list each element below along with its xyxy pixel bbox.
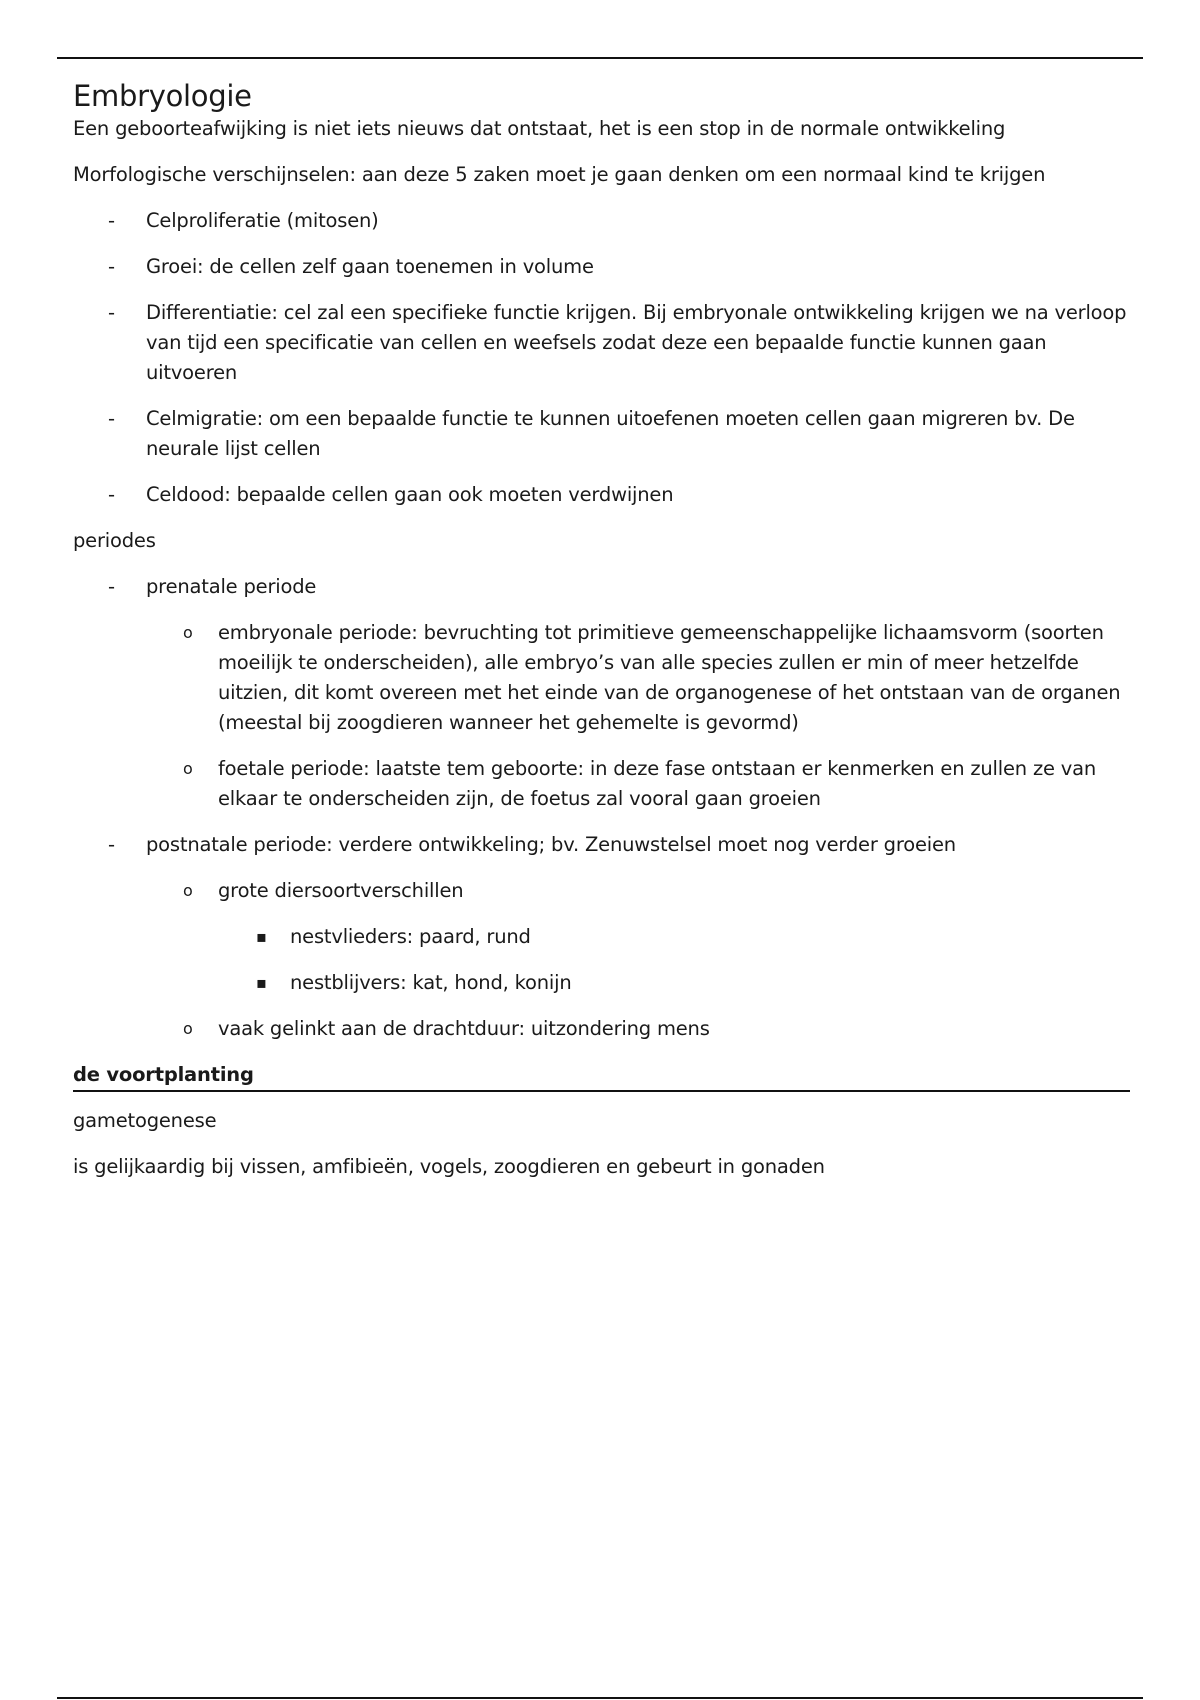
list-item-text: Celmigratie: om een bepaalde functie te kunnen uitoefenen moeten cellen gaan migreren bv. De neurale lijst cellen bbox=[146, 407, 1075, 460]
morph-intro-paragraph: Morfologische verschijnselen: aan deze 5 zaken moet je gaan denken om een normaal kind te krijgen bbox=[73, 163, 1046, 186]
list-item-text: vaak gelinkt aan de drachtduur: uitzondering mens bbox=[218, 1017, 710, 1040]
prenatal-label: prenatale periode bbox=[146, 575, 317, 598]
periods-label: periodes bbox=[73, 529, 156, 552]
bottom-rule bbox=[57, 1697, 1143, 1699]
list-item bbox=[73, 298, 1133, 388]
periods-list bbox=[73, 572, 1133, 1044]
document-body bbox=[73, 78, 1133, 1198]
list-item bbox=[73, 480, 1133, 510]
dash-marker: - bbox=[108, 209, 115, 232]
list-item-prenatal bbox=[73, 572, 1133, 814]
list-item-text: nestvlieders: paard, rund bbox=[290, 925, 531, 948]
gametogenese-paragraph: is gelijkaardig bij vissen, amfibieën, vogels, zoogdieren en gebeurt in gonaden bbox=[73, 1155, 825, 1178]
morph-list bbox=[73, 206, 1133, 510]
dash-marker: - bbox=[108, 407, 115, 430]
gametogenese-label: gametogenese bbox=[73, 1109, 217, 1132]
list-item-text: embryonale periode: bevruchting tot primitieve gemeenschappelijke lichaamsvorm (soorten moeilijk te onderscheiden), alle embryo’s van alle species zullen er min of meer hetzelfde uitzien, dit komt overeen met het einde van de organogenese of het ontstaan van de organen (meestal bij zoogdieren wanneer het gehemelte is gevormd) bbox=[218, 621, 1121, 734]
species-sublist bbox=[218, 922, 1133, 998]
square-marker: ▪ bbox=[256, 973, 267, 992]
list-item bbox=[146, 876, 1133, 998]
list-item-text: Groei: de cellen zelf gaan toenemen in volume bbox=[146, 255, 594, 278]
list-item-text: Differentiatie: cel zal een specifieke functie krijgen. Bij embryonale ontwikkeling krijgen we na verloop van tijd een specificatie van cellen en weefsels zodat deze een bepaalde functie kunnen gaan uitvoeren bbox=[146, 301, 1127, 384]
page-title: Embryologie bbox=[73, 79, 252, 113]
list-item-postnatal bbox=[73, 830, 1133, 1044]
list-item bbox=[146, 754, 1133, 814]
postnatal-sublist bbox=[146, 876, 1133, 1044]
dash-marker: - bbox=[108, 483, 115, 506]
list-item-text: foetale periode: laatste tem geboorte: in deze fase ontstaan er kenmerken en zullen ze van elkaar te onderscheiden zijn, de foetus zal vooral gaan groeien bbox=[218, 757, 1097, 810]
list-item bbox=[73, 206, 1133, 236]
intro-paragraph: Een geboorteafwijking is niet iets nieuws dat ontstaat, het is een stop in de normale ontwikkeling bbox=[73, 117, 1006, 140]
dash-marker: - bbox=[108, 255, 115, 278]
list-item bbox=[73, 252, 1133, 282]
circle-marker: o bbox=[183, 881, 193, 900]
dash-marker: - bbox=[108, 833, 115, 856]
top-rule bbox=[57, 57, 1143, 59]
prenatal-sublist bbox=[146, 618, 1133, 814]
list-item-text: Celproliferatie (mitosen) bbox=[146, 209, 379, 232]
list-item bbox=[146, 618, 1133, 738]
dash-marker: - bbox=[108, 575, 115, 598]
square-marker: ▪ bbox=[256, 927, 267, 946]
postnatal-label: postnatale periode: verdere ontwikkeling; bv. Zenuwstelsel moet nog verder groeien bbox=[146, 833, 956, 856]
list-item-text: Celdood: bepaalde cellen gaan ook moeten verdwijnen bbox=[146, 483, 674, 506]
circle-marker: o bbox=[183, 759, 193, 778]
section-heading: de voortplanting bbox=[73, 1060, 1130, 1092]
circle-marker: o bbox=[183, 1019, 193, 1038]
list-item-text: grote diersoortverschillen bbox=[218, 879, 464, 902]
list-item-text: nestblijvers: kat, hond, konijn bbox=[290, 971, 572, 994]
list-item bbox=[146, 1014, 1133, 1044]
list-item bbox=[218, 968, 1133, 998]
list-item bbox=[218, 922, 1133, 952]
list-item bbox=[73, 404, 1133, 464]
dash-marker: - bbox=[108, 301, 115, 324]
circle-marker: o bbox=[183, 623, 193, 642]
